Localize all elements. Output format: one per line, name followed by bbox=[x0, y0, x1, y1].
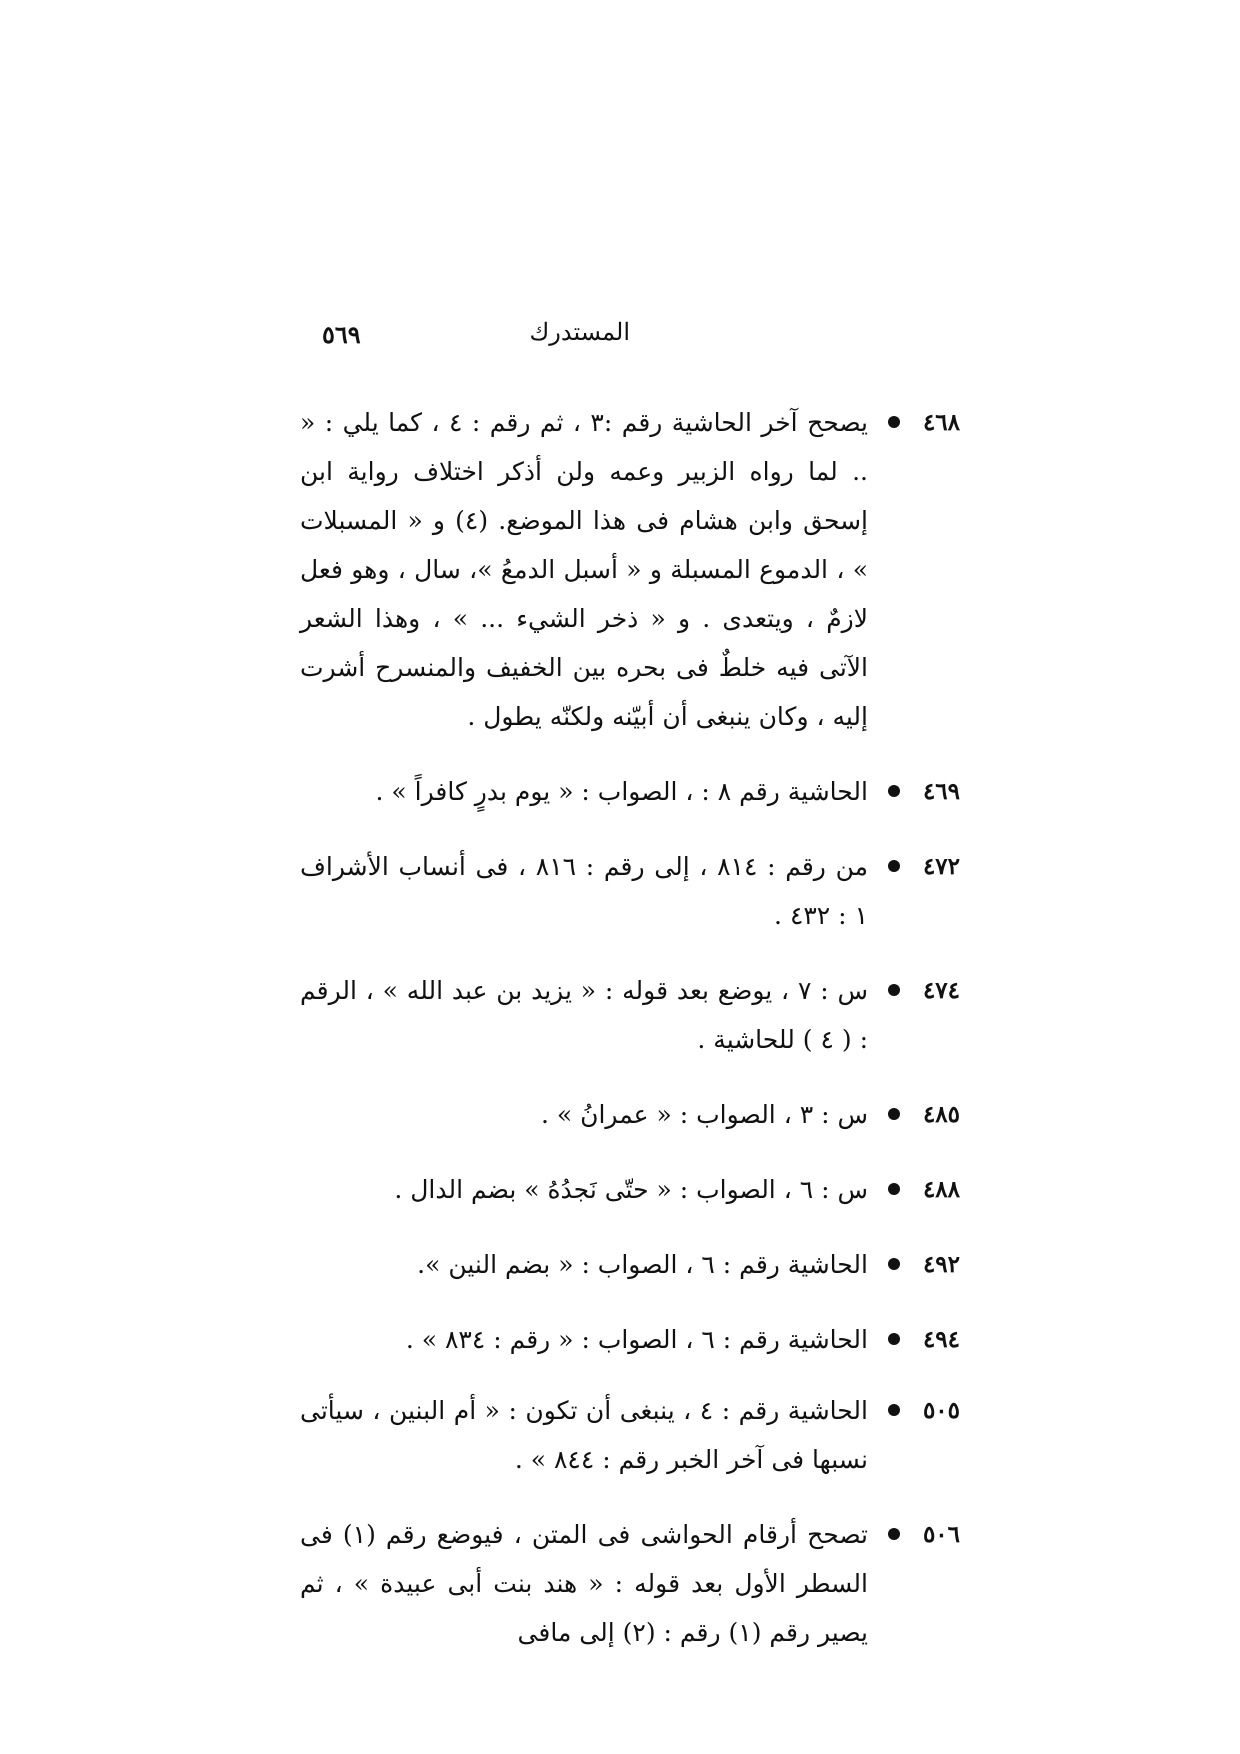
list-item bbox=[300, 1315, 960, 1364]
running-title: المستدرك bbox=[529, 318, 630, 346]
page-header bbox=[300, 318, 960, 368]
list-item bbox=[300, 1090, 960, 1139]
bullet-icon bbox=[888, 860, 900, 872]
entry-text: الحاشية رقم : ٤ ، ينبغى أن تكون : « أم البنين ، سيأتى نسبها فى آخر الخبر رقم : ٨٤٤ » . bbox=[300, 1396, 868, 1474]
entry-text: س : ٧ ، يوضع بعد قوله : « يزيد بن عبد الله » ، الرقم : ( ٤ ) للحاشية . bbox=[300, 976, 868, 1054]
bullet-icon bbox=[888, 1108, 900, 1120]
list-item bbox=[300, 1240, 960, 1289]
list-item bbox=[300, 966, 960, 1064]
list-item bbox=[300, 398, 960, 741]
list-item bbox=[300, 1386, 960, 1484]
entry-text: الحاشية رقم ٨ : ، الصواب : « يوم بدرٍ كافراً » . bbox=[375, 777, 868, 806]
bullet-icon bbox=[888, 785, 900, 797]
bullet-icon bbox=[888, 1258, 900, 1270]
entry-number: ٤٦٨ bbox=[922, 409, 960, 436]
bullet-icon bbox=[888, 1333, 900, 1345]
bullet-icon bbox=[888, 1404, 900, 1416]
bullet-icon bbox=[888, 416, 900, 428]
entry-text: س : ٣ ، الصواب : « عمرانُ » . bbox=[540, 1100, 868, 1129]
entry-text: الحاشية رقم : ٦ ، الصواب : « رقم : ٨٣٤ » . bbox=[405, 1325, 868, 1354]
entry-text: الحاشية رقم : ٦ ، الصواب : « بضم النين ». bbox=[417, 1250, 868, 1279]
entry-number: ٤٩٤ bbox=[922, 1326, 960, 1353]
bullet-icon bbox=[888, 1528, 900, 1540]
list-item bbox=[300, 1510, 960, 1657]
list-item bbox=[300, 842, 960, 940]
entry-number: ٤٩٢ bbox=[922, 1251, 960, 1278]
entry-number: ٤٨٨ bbox=[922, 1176, 960, 1203]
entry-text: س : ٦ ، الصواب : « حتّى نَجدُهُ » بضم الدال . bbox=[394, 1175, 868, 1204]
list-item bbox=[300, 767, 960, 816]
bullet-icon bbox=[888, 1183, 900, 1195]
entry-text: من رقم : ٨١٤ ، إلى رقم : ٨١٦ ، فى أنساب الأشراف ١ : ٤٣٢ . bbox=[300, 852, 868, 930]
entry-number: ٤٧٢ bbox=[922, 853, 960, 880]
entry-number: ٤٦٩ bbox=[922, 778, 960, 805]
entry-text: يصحح آخر الحاشية رقم :٣ ، ثم رقم : ٤ ، كما يلي : « .. لما رواه الزبير وعمه ولن أذكر اختلاف رواية ابن إسحق وابن هشام فى هذا الموضع. (٤) و « المسبلات » ، الدموع المسبلة و « أسبل الدمعُ »، سال ، وهو فعل لازمٌ ، ويتعدى . و « ذخر الشيء ... » ، وهذا الشعر الآتى فيه خلطٌ فى بحره بين الخفيف والمنسرح أشرت إليه ، وكان ينبغى أن أبيّنه ولكنّه يطول . bbox=[300, 408, 868, 731]
page-number: ٥٦٩ bbox=[322, 320, 361, 349]
bullet-icon bbox=[888, 984, 900, 996]
entry-text: تصحح أرقام الحواشى فى المتن ، فيوضع رقم (١) فى السطر الأول بعد قوله : « هند بنت أبى عبيدة » ، ثم يصير رقم (١) رقم : (٢) إلى مافى bbox=[300, 1520, 868, 1647]
list-item bbox=[300, 1165, 960, 1214]
entry-number: ٥٠٥ bbox=[922, 1397, 960, 1424]
entry-number: ٤٧٤ bbox=[922, 977, 960, 1004]
entry-number: ٤٨٥ bbox=[922, 1101, 960, 1128]
entry-number: ٥٠٦ bbox=[922, 1521, 960, 1548]
corrections-list bbox=[300, 398, 960, 1657]
